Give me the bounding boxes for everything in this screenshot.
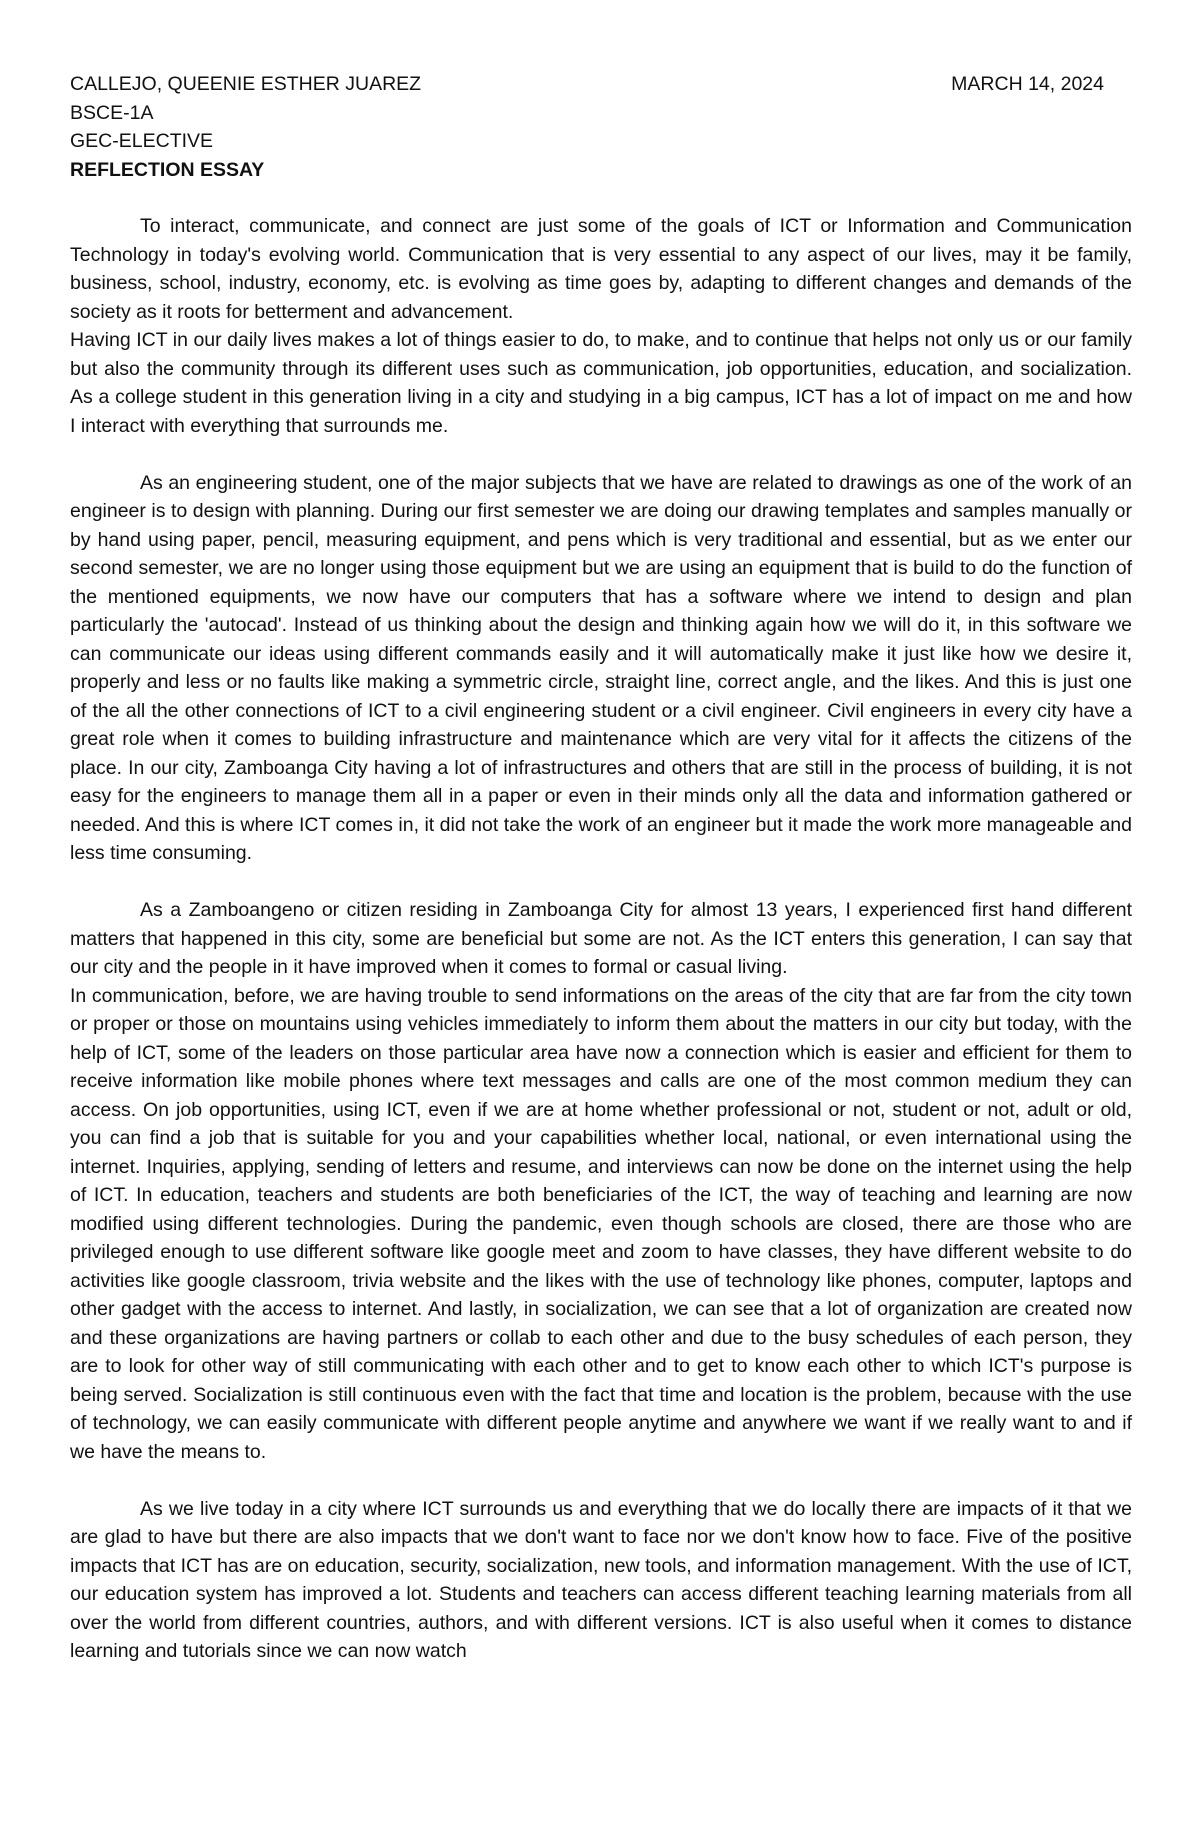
paragraph-spacer — [70, 868, 1132, 897]
essay-paragraph-3: As an engineering student, one of the major subjects that we have are related to drawings as one of the work of an engineer is to design with planning. During our first semester we are doing our drawing templates and samples manually or by hand using paper, pencil, measuring equipment, and pens which is very traditional and essential, but as we enter our second semester, we are no longer using those equipment but we are using an equipment that is build to do the function of the mentioned equipments, we now have our computers that has a software where we intend to design and plan particularly the 'autocad'. Instead of us thinking about the design and thinking again how we will do it, in this software we can communicate our ideas using different commands easily and it will automatically make it just like how we desire it, properly and less or no faults like making a symmetric circle, straight line, correct angle, and the likes. And this is just one of the all the other connections of ICT to a civil engineering student or a civil engineer. Civil engineers in every city have a great role when it comes to building infrastructure and maintenance which are very vital for it affects the citizens of the place. In our city, Zamboanga City having a lot of infrastructures and others that are still in the process of building, it is not easy for the engineers to manage them all in a paper or even in their minds only all the data and information gathered or needed. And this is where ICT comes in, it did not take the work of an engineer but it made the work more manageable and less time consuming. — [70, 471, 1132, 864]
essay-body — [70, 212, 1132, 1666]
student-section: BSCE-1A — [70, 101, 154, 124]
course-name: GEC-ELECTIVE — [70, 130, 214, 152]
essay-paragraph-6: As we live today in a city where ICT surrounds us and everything that we do locally there are impacts of it that we are glad to have but there are also impacts that we don't want to face nor we don't know how to face. Five of the positive impacts that ICT has are on education, security, socialization, new tools, and information management. With the use of ICT, our education system has improved a lot. Students and teachers can access different teaching learning materials from all over the world from different countries, authors, and with different versions. ICT is also useful when it comes to distance learning and tutorials since we can now watch — [70, 1497, 1132, 1662]
essay-paragraph-1: To interact, communicate, and connect are just some of the goals of ICT or Information and Communication Technology in today's evolving world. Communication that is very essential to any aspect of our lives, may it be family, business, school, industry, economy, etc. is evolving as time goes by, adapting to different changes and demands of the society as it roots for betterment and advancement. — [70, 215, 1132, 323]
paragraph-spacer — [70, 1466, 1132, 1495]
essay-paragraph-2: Having ICT in our daily lives makes a lot of things easier to do, to make, and to continue that helps not only us or our family but also the community through its different uses such as communication, job opportunities, education, and socialization. As a college student in this generation living in a city and studying in a big campus, ICT has a lot of impact on me and how I interact with everything that surrounds me. — [70, 329, 1132, 437]
document-header — [70, 70, 1132, 184]
paragraph-spacer — [70, 440, 1132, 469]
essay-title: REFLECTION ESSAY — [70, 158, 265, 181]
essay-date: MARCH 14, 2024 — [951, 73, 1104, 95]
essay-paragraph-4: As a Zamboangeno or citizen residing in Zamboanga City for almost 13 years, I experienced first hand different matters that happened in this city, some are beneficial but some are not. As the ICT enters this generation, I can say that our city and the people in it have improved when it comes to formal or casual living. — [70, 899, 1132, 978]
essay-paragraph-5: In communication, before, we are having trouble to send informations on the areas of the city that are far from the city town or proper or those on mountains using vehicles immediately to inform them about the matters in our city but today, with the help of ICT, some of the leaders on those particular area have now a connection which is easier and efficient for them to receive information like mobile phones where text messages and calls are one of the most common medium they can access. On job opportunities, using ICT, even if we are at home whether professional or not, student or not, adult or old, you can find a job that is suitable for you and your capabilities whether local, national, or even international using the internet. Inquiries, applying, sending of letters and resume, and interviews can now be done on the internet using the help of ICT. In education, teachers and students are both beneficiaries of the ICT, the way of teaching and learning are now modified using different technologies. During the pandemic, even though schools are closed, there are those who are privileged enough to use different software like google meet and zoom to have classes, they have different website to do activities like google classroom, trivia website and the likes with the use of technology like phones, computer, laptops and other gadget with the access to internet. And lastly, in socialization, we can see that a lot of organization are created now and these organizations are having partners or collab to each other and due to the busy schedules of each person, they are to look for other way of still communicating with each other and to get to know each other to which ICT's purpose is being served. Socialization is still continuous even with the fact that time and location is the problem, because with the use of technology, we can easily communicate with different people anytime and anywhere we want if we really want to and if we have the means to. — [70, 984, 1132, 1463]
header-name-date-row — [70, 70, 1132, 99]
student-name: CALLEJO, QUEENIE ESTHER JUAREZ — [70, 73, 422, 95]
